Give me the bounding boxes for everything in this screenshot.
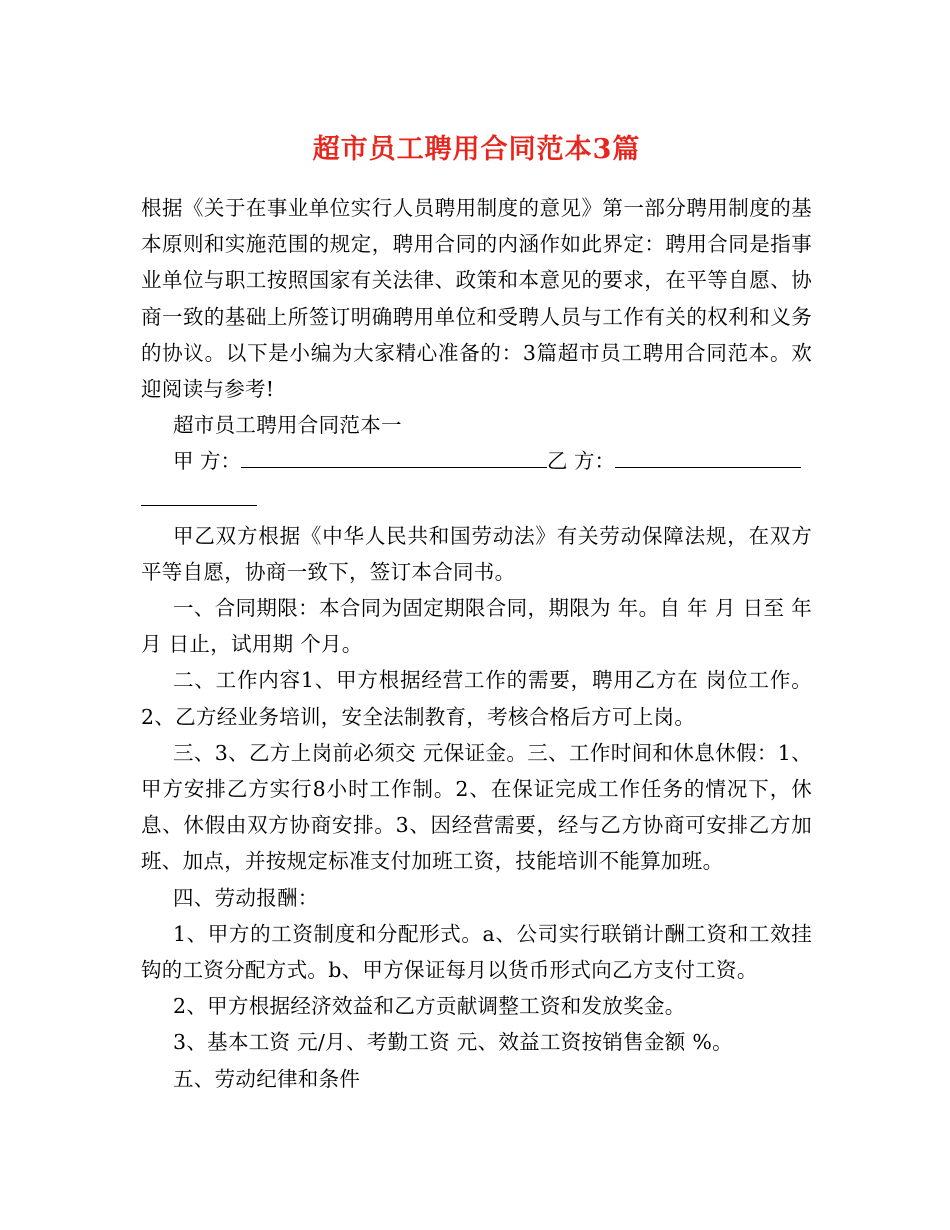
body-paragraph: 1、甲方的工资制度和分配形式。a、公司实行联销计酬工资和工效挂钩的工资分配方式。b、甲方保证每月以货币形式向乙方支付工资。	[141, 921, 812, 983]
intro-paragraph: 根据《关于在事业单位实行人员聘用制度的意见》第一部分聘用制度的基本原则和实施范围的规定，聘用合同的内涵作如此界定：聘用合同是指事业单位与职工按照国家有关法律、政策和本意见的要求，在平等自愿、协商一致的基础上所签订明确聘用单位和受聘人员与工作有关的权利和义务的协议。以下是小编为大家精心准备的：3篇超市员工聘用合同范本。欢迎阅读与参考!	[141, 196, 812, 402]
body-paragraph: 一、合同期限：本合同为固定期限合同，期限为 年。自 年 月 日至 年 月 日止，试用期 个月。	[141, 596, 812, 657]
body-paragraph: 五、劳动纪律和条件	[173, 1066, 361, 1091]
section-heading: 超市员工聘用合同范本一	[173, 413, 402, 438]
party-b-label: 乙 方：	[547, 449, 616, 474]
document-title: 超市员工聘用合同范本3篇	[312, 134, 641, 165]
body-paragraph: 三、3、乙方上岗前必须交 元保证金。三、工作时间和休息休假：1、甲方安排乙方实行8小时工作制。2、在保证完成工作任务的情况下，休息、休假由双方协商安排。3、因经营需要，经与乙方协商可安排乙方加班、加点，并按规定标准支付加班工资，技能培训不能算加班。	[141, 740, 812, 874]
body-paragraph: 2、甲方根据经济效益和乙方贡献调整工资和发放奖金。	[173, 994, 686, 1019]
body-paragraph: 二、工作内容1、甲方根据经营工作的需要，聘用乙方在 岗位工作。2、乙方经业务培训，安全法制教育，考核合格后方可上岗。	[141, 668, 812, 729]
body-paragraph: 3、基本工资 元/月、考勤工资 元、效益工资按销售金额 %。	[173, 1030, 733, 1055]
body-paragraph: 甲乙双方根据《中华人民共和国劳动法》有关劳动保障法规，在双方平等自愿，协商一致下，签订本合同书。	[141, 523, 812, 584]
party-a-label: 甲 方：	[173, 449, 242, 474]
party-a-blank	[241, 447, 547, 468]
body-paragraph: 四、劳动报酬：	[173, 885, 319, 910]
party-b-blank	[615, 447, 801, 468]
party-signature-line	[141, 443, 812, 479]
party-b-blank-continued	[141, 504, 257, 506]
